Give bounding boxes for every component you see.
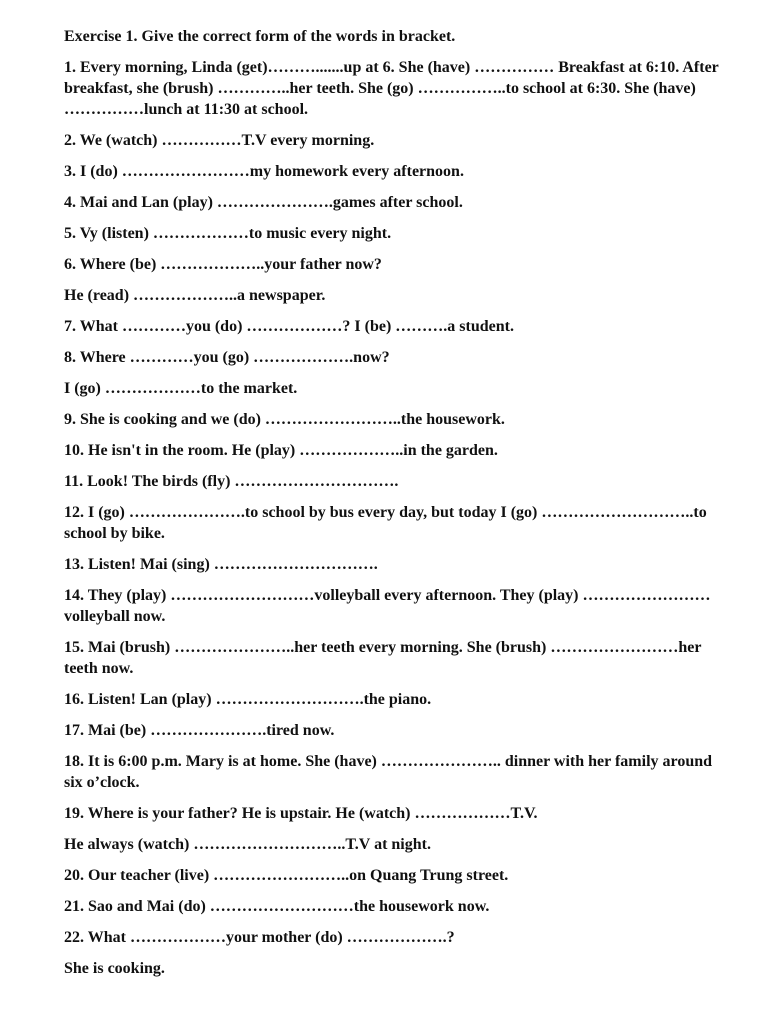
question-8-answer-line: I (go) ………………to the market. xyxy=(64,380,298,397)
question-5: 5. Vy (listen) ………………to music every night. xyxy=(64,225,392,242)
question-22-answer-line: She is cooking. xyxy=(64,960,165,977)
question-10: 10. He isn't in the room. He (play) ………………..in the garden. xyxy=(64,442,498,459)
question-3: 3. I (do) ……………………my homework every afternoon. xyxy=(64,163,464,180)
question-12: 12. I (go) ………………….to school by bus every day, but today I (go) ………………………..to school by bike. xyxy=(64,504,707,542)
question-6: 6. Where (be) ………………..your father now? xyxy=(64,256,382,273)
question-6-answer-line: He (read) ………………..a newspaper. xyxy=(64,287,326,304)
question-7: 7. What …………you (do) ………………? I (be) ……….a student. xyxy=(64,318,514,335)
question-13: 13. Listen! Mai (sing) …………………………. xyxy=(64,556,378,573)
question-9: 9. She is cooking and we (do) ……………………..the housework. xyxy=(64,411,505,428)
question-11: 11. Look! The birds (fly) …………………………. xyxy=(64,473,399,490)
question-17: 17. Mai (be) ………………….tired now. xyxy=(64,722,335,739)
question-16: 16. Listen! Lan (play) ……………………….the piano. xyxy=(64,691,432,708)
question-21: 21. Sao and Mai (do) ………………………the housework now. xyxy=(64,898,490,915)
question-1: 1. Every morning, Linda (get)……….......up at 6. She (have) …………… Breakfast at 6:10. After breakfast, she (brush) …………..her teeth. She (go) ……………..to school at 6:30. She (have) ……………lunch at 11:30 at school. xyxy=(64,59,719,118)
question-19: 19. Where is your father? He is upstair. He (watch) ………………T.V. xyxy=(64,805,538,822)
question-18: 18. It is 6:00 p.m. Mary is at home. She (have) ………………….. dinner with her family around six o’clock. xyxy=(64,753,713,791)
question-2: 2. We (watch) ……………T.V every morning. xyxy=(64,132,375,149)
question-15: 15. Mai (brush) …………………..her teeth every morning. She (brush) ……………………her teeth now. xyxy=(64,639,702,677)
question-20: 20. Our teacher (live) ……………………..on Quang Trung street. xyxy=(64,867,509,884)
exercise-title: Exercise 1. Give the correct form of the words in bracket. xyxy=(64,28,456,45)
question-8: 8. Where …………you (go) ……………….now? xyxy=(64,349,390,366)
question-22: 22. What ………………your mother (do) ……………….? xyxy=(64,929,455,946)
question-14: 14. They (play) ………………………volleyball every afternoon. They (play) ……………………volleyball now. xyxy=(64,587,711,625)
question-4: 4. Mai and Lan (play) ………………….games after school. xyxy=(64,194,463,211)
worksheet xyxy=(64,26,724,989)
question-19-answer-line: He always (watch) ………………………..T.V at night. xyxy=(64,836,431,853)
